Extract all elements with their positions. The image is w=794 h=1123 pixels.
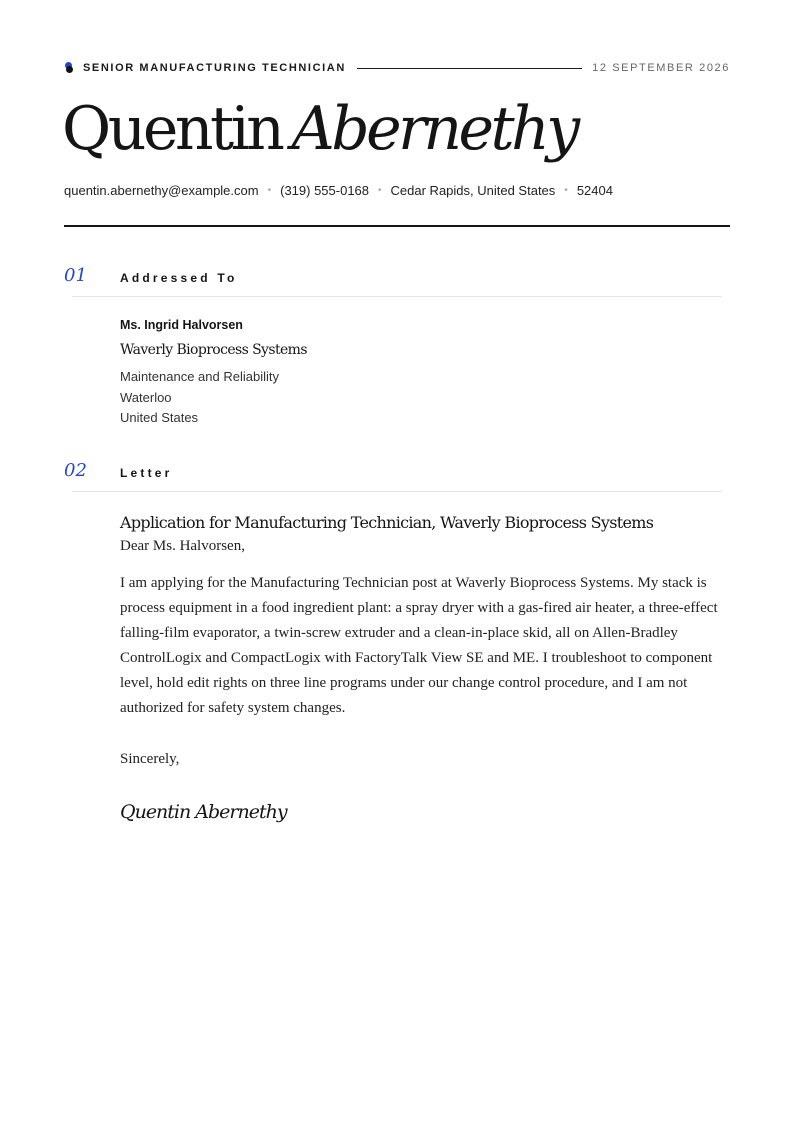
section-number-addressed-to: 01 — [64, 265, 87, 286]
letter-salutation: Dear Ms. Halvorsen, — [120, 538, 245, 554]
signature: Quentin Abernethy — [120, 801, 287, 823]
brand-dots-icon — [64, 62, 74, 74]
header-divider — [357, 68, 582, 69]
section-rule — [72, 296, 722, 297]
last-name: Abernethy — [291, 94, 577, 164]
location: Cedar Rapids, United States — [390, 183, 556, 198]
section-title-letter: Letter — [120, 466, 173, 480]
letter-closing: Sincerely, — [120, 751, 180, 767]
email: quentin.abernethy@example.com — [64, 183, 259, 198]
letter-date: 12 SEPTEMBER 2026 — [592, 62, 730, 74]
section-rule — [72, 491, 722, 492]
letter-body: I am applying for the Manufacturing Technician post at Waverly Bioprocess Systems. My stack is process equipment in a food ingredient plant: a spray dryer with a gas-fired air heater, a three-effect falling-film evaporator, a twin-screw extruder and a clean-in-place skid, all on Allen-Bradley ControlLogix and CompactLogix with FactoryTalk View SE and ME. I troubleshoot to component level, hold edit rights on three line programs under our change control procedure, and I am not authorized for safety system changes. — [120, 575, 718, 716]
header-rule — [64, 225, 730, 227]
contact-line — [64, 183, 613, 198]
postal-code: 52404 — [576, 183, 613, 198]
address-line-department: Maintenance and Reliability — [120, 369, 279, 384]
recipient-name: Ms. Ingrid Halvorsen — [120, 318, 243, 332]
first-name: Quentin — [62, 94, 282, 164]
recipient-company: Waverly Bioprocess Systems — [120, 342, 307, 358]
separator-dot: • — [378, 185, 382, 196]
section-title-addressed-to: Addressed To — [120, 271, 238, 285]
section-number-letter: 02 — [64, 460, 87, 481]
address-line-country: United States — [120, 410, 199, 425]
address-line-city: Waterloo — [120, 390, 172, 405]
separator-dot: • — [564, 185, 568, 196]
separator-dot: • — [267, 185, 272, 196]
applicant-name — [62, 92, 577, 166]
header-topbar — [64, 61, 730, 75]
job-role: SENIOR MANUFACTURING TECHNICIAN — [83, 62, 346, 74]
phone: (319) 555-0168 — [280, 183, 370, 198]
letter-subject: Application for Manufacturing Technician, Waverly Bioprocess Systems — [120, 513, 654, 532]
